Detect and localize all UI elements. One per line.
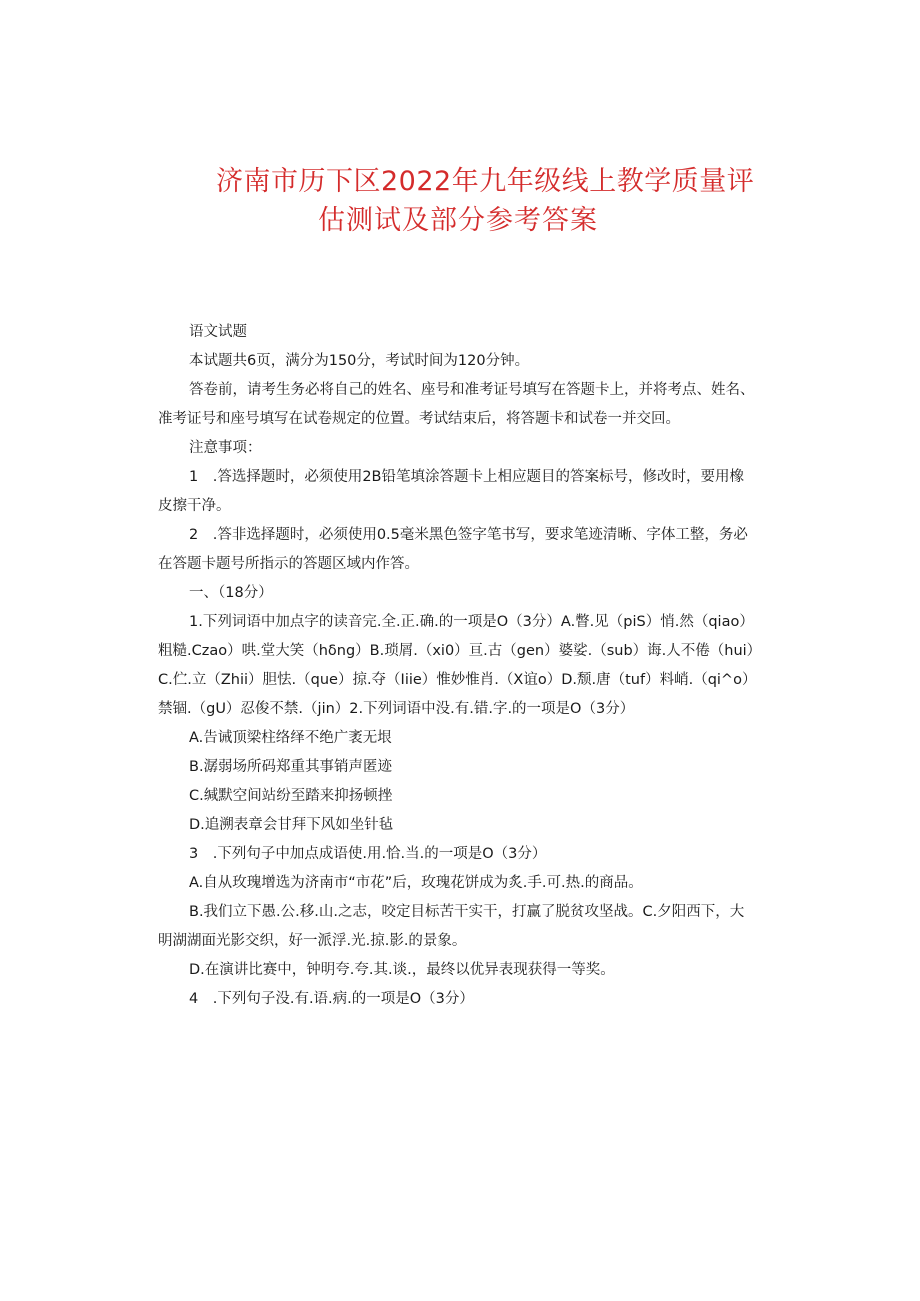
paragraph: 1.下列词语中加点字的读音完.全.正.确.的一项是O（3分）A.瞥.见（piS）悄.然（qiao）粗糙.Czao）哄.堂大笑（hδng）B.琐屑.（xi0）亘.古（gen）婆娑.（sub）诲.人不倦（hui）C.伫.立（Zhii）胆怯.（que）掠.夺（Iiie）惟妙惟肖.（X谊o）D.颓.唐（tuf）料峭.（qi^o）禁锢.（gU）忍俊不禁.（jin）2.下列词语中没.有.错.字.的一项是O（3分）	[158, 614, 757, 717]
paragraph: 1 .答选择题时，必须使用2B铅笔填涂答题卡上相应题目的答案标号，修改时，要用橡皮擦干净。	[158, 469, 745, 514]
paragraph: 本试题共6页，满分为150分，考试时间为120分钟。	[189, 353, 530, 369]
title-line-1: 济南市历下区2022年九年级线上教学质量评	[216, 166, 755, 197]
paragraph: 语文试题	[189, 324, 247, 340]
paragraph: 注意事项：	[189, 440, 262, 456]
paragraph: C.缄默空间站纷至踏来抑扬顿挫	[189, 788, 393, 804]
paragraph: A.告诫顶梁柱络绎不绝广袤无垠	[189, 730, 392, 746]
paragraph: 3 .下列句子中加点成语使.用.恰.当.的一项是O（3分）	[189, 846, 547, 862]
paragraph: D.在演讲比赛中，钟明夸.夸.其.谈.，最终以优异表现获得一等奖。	[189, 962, 615, 978]
paragraph: A.自从玫瑰增选为济南市“市花”后，玫瑰花饼成为炙.手.可.热.的商品。	[189, 875, 643, 891]
paragraph: 2 .答非选择题时，必须使用0.5毫米黑色签字笔书写，要求笔迹清晰、字体工整，务必在答题卡题号所指示的答题区域内作答。	[158, 527, 748, 572]
paragraph: B.潺弱场所码郑重其事销声匿迹	[189, 759, 393, 775]
title-line-2: 估测试及部分参考答案	[318, 205, 598, 236]
paragraph: D.追溯表章会甘拜下风如坐针毡	[189, 817, 394, 833]
paragraph: 4 .下列句子没.有.语.病.的一项是O（3分）	[189, 991, 474, 1007]
paragraph: B.我们立下愚.公.移.山.之志，咬定目标苦干实干，打赢了脱贫攻坚战。C.夕阳西下，大明湖湖面光影交织，好一派浮.光.掠.影.的景象。	[158, 904, 745, 949]
document-body	[158, 318, 758, 1014]
paragraph: 一、（18分）	[189, 585, 273, 601]
paragraph: 答卷前，请考生务必将自己的姓名、座号和准考证号填写在答题卡上，并将考点、姓名、准考证号和座号填写在试卷规定的位置。考试结束后，将答题卡和试卷一并交回。	[158, 382, 755, 427]
